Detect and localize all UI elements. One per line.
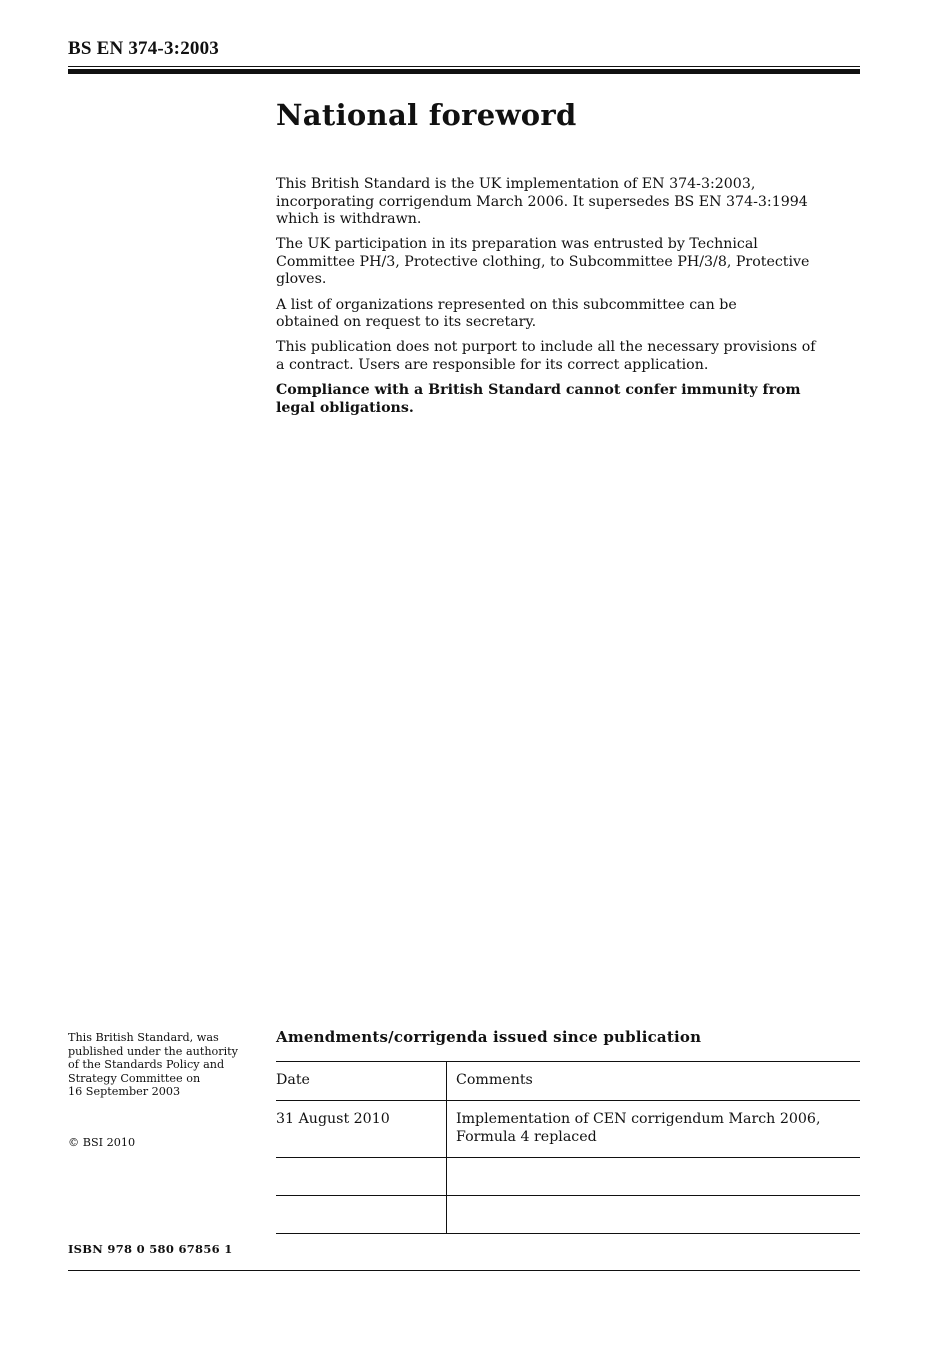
table-row	[276, 1101, 860, 1158]
header-rule-thick	[68, 69, 860, 74]
paragraph-compliance: Compliance with a British Standard cannot confer immunity from legal obligations.	[276, 381, 801, 416]
page-title: National foreword	[276, 98, 577, 132]
table-header-row	[276, 1062, 860, 1101]
paragraph-organizations: A list of organizations represented on this subcommittee can be obtained on request to its secretary.	[276, 296, 737, 331]
table-row-empty	[276, 1158, 860, 1196]
copyright-notice: © BSI 2010	[68, 1136, 136, 1149]
date-column-header: Date	[276, 1062, 447, 1101]
foreword-body	[276, 176, 848, 425]
header-rule-thin	[68, 66, 860, 67]
isbn: ISBN 978 0 580 67856 1	[68, 1242, 233, 1256]
table-row-empty	[276, 1196, 860, 1234]
amendments-heading: Amendments/corrigenda issued since publication	[276, 1028, 702, 1046]
amendment-date: 31 August 2010	[276, 1101, 447, 1158]
amendment-comment: Implementation of CEN corrigendum March 2006, Formula 4 replaced	[447, 1101, 861, 1158]
document-id: BS EN 374-3:2003	[68, 38, 219, 59]
paragraph-participation: The UK participation in its preparation was entrusted by Technical Committee PH/3, Protective clothing, to Subcommittee PH/3/8, Protective gloves.	[276, 236, 810, 288]
footer-rule	[68, 1270, 860, 1271]
publication-note: This British Standard, was published under the authority of the Standards Policy and Strategy Committee on 16 September 2003	[68, 1031, 238, 1099]
paragraph-implementation: This British Standard is the UK implementation of EN 374-3:2003, incorporating corrigendum March 2006. It supersedes BS EN 374-3:1994 which is withdrawn.	[276, 176, 808, 228]
paragraph-contract: This publication does not purport to include all the necessary provisions of a contract. Users are responsible for its correct application.	[276, 339, 816, 373]
comments-column-header: Comments	[447, 1062, 861, 1101]
amendments-table	[276, 1061, 860, 1234]
